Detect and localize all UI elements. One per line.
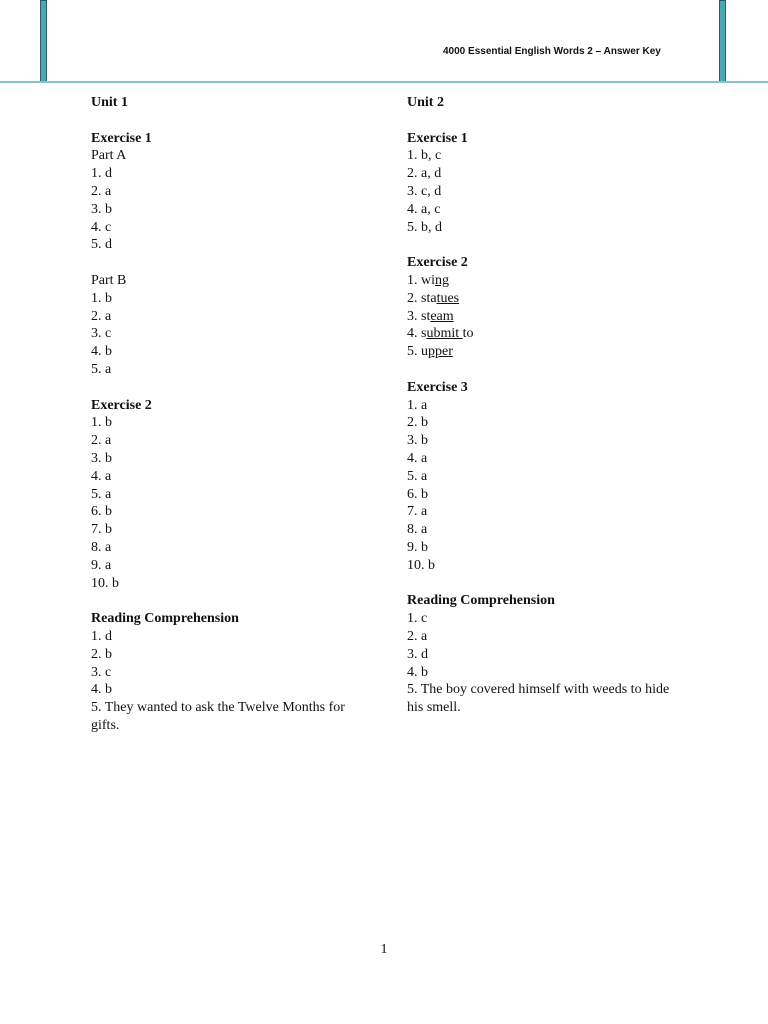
- answer-item: 4. a: [91, 468, 112, 484]
- answer-item: 2. a: [407, 628, 428, 644]
- answer-prefix: 4. s: [407, 326, 427, 342]
- unit2-ex1-title: Exercise 1: [407, 130, 468, 146]
- answer-item: 4. b: [407, 664, 428, 680]
- answer-item: 2. b: [407, 415, 428, 431]
- spacer: [91, 112, 361, 130]
- answer-item: 10. b: [91, 575, 119, 591]
- underlined-answer: pper: [428, 344, 453, 360]
- unit1-part-b-label: Part B: [91, 272, 127, 288]
- answer-item: 5. a: [91, 361, 112, 377]
- underlined-answer: ubmit: [426, 326, 463, 342]
- unit1-title: Unit 1: [91, 95, 128, 110]
- answer-item: 8. a: [407, 522, 428, 538]
- answer-item: [407, 343, 677, 361]
- header-title: 4000 Essential English Words 2 – Answer Key: [443, 46, 661, 57]
- answer-item: 5. a: [407, 468, 428, 484]
- answer-item: [407, 325, 677, 343]
- unit1-part-a-label: Part A: [91, 148, 127, 164]
- unit1-column: [91, 94, 361, 735]
- answer-prefix: 2. sta: [407, 290, 437, 306]
- answer-item: 1. b: [91, 415, 112, 431]
- answer-item: 2. a, d: [407, 166, 442, 182]
- answer-item: 1. c: [407, 611, 428, 627]
- answer-item: 9. b: [407, 539, 428, 555]
- answer-item: 3. b: [407, 433, 428, 449]
- answer-item: 1. a: [407, 397, 428, 413]
- spacer: [407, 112, 677, 130]
- answer-item: 2. a: [91, 433, 112, 449]
- unit1-ex2-title: Exercise 2: [91, 397, 152, 413]
- answer-item: 6. b: [91, 504, 112, 520]
- unit2-column: [407, 94, 677, 717]
- answer-item: 7. b: [91, 522, 112, 538]
- underlined-answer: ng: [435, 272, 449, 288]
- answer-item: 4. a: [407, 450, 428, 466]
- answer-item: 1. b, c: [407, 148, 442, 164]
- underlined-answer: tues: [436, 290, 460, 306]
- header-left-bar: [40, 0, 47, 83]
- spacer: [407, 361, 677, 379]
- header-rule: [0, 81, 768, 83]
- spacer: [91, 592, 361, 610]
- unit2-rc-title: Reading Comprehension: [407, 593, 555, 609]
- answer-item: 3. d: [407, 646, 428, 662]
- answer-item: 9. a: [91, 557, 112, 573]
- answer-item: 4. a, c: [407, 201, 441, 217]
- spacer: [91, 254, 361, 272]
- answer-item: 8. a: [91, 539, 112, 555]
- answer-item: 3. c: [91, 326, 112, 342]
- spacer: [407, 236, 677, 254]
- answer-item: 2. a: [91, 308, 112, 324]
- answer-item: 4. b: [91, 344, 112, 360]
- answer-item: 1. d: [91, 628, 112, 644]
- answer-item: [407, 308, 677, 326]
- answer-item: 5. d: [91, 237, 112, 253]
- answer-item: 4. b: [91, 682, 112, 698]
- spacer: [407, 575, 677, 593]
- answer-item: 10. b: [407, 557, 435, 573]
- answer-item: 2. b: [91, 646, 112, 662]
- unit1-ex1-title: Exercise 1: [91, 130, 152, 146]
- answer-item: 6. b: [407, 486, 428, 502]
- answer-prefix: 1. wi: [407, 272, 435, 288]
- answer-item: 3. c, d: [407, 183, 442, 199]
- answer-item: 5. a: [91, 486, 112, 502]
- unit2-ex3-title: Exercise 3: [407, 379, 468, 395]
- answer-item: [407, 290, 677, 308]
- answer-item: 3. c: [91, 664, 112, 680]
- answer-item: 3. b: [91, 201, 112, 217]
- answer-item: 2. a: [91, 183, 112, 199]
- underlined-answer: eam: [430, 308, 454, 324]
- answer-item: 1. d: [91, 166, 112, 182]
- unit2-title: Unit 2: [407, 95, 444, 110]
- answer-suffix: to: [462, 326, 474, 342]
- answer-item: 7. a: [407, 504, 428, 520]
- unit1-rc-title: Reading Comprehension: [91, 611, 239, 627]
- answer-item: 1. b: [91, 290, 112, 306]
- answer-item-long: 5. The boy covered himself with weeds to hide his smell.: [407, 682, 670, 716]
- spacer: [91, 379, 361, 397]
- answer-prefix: 5. u: [407, 344, 428, 360]
- header-right-bar: [719, 0, 726, 83]
- answer-item: 5. b, d: [407, 219, 442, 235]
- answer-prefix: 3. st: [407, 308, 431, 324]
- answer-item-long: 5. They wanted to ask the Twelve Months for gifts.: [91, 700, 345, 733]
- unit2-ex2-title: Exercise 2: [407, 255, 468, 271]
- answer-item: 4. c: [91, 219, 112, 235]
- answer-item: [407, 272, 677, 290]
- page-number: 1: [380, 942, 388, 957]
- answer-item: 3. b: [91, 450, 112, 466]
